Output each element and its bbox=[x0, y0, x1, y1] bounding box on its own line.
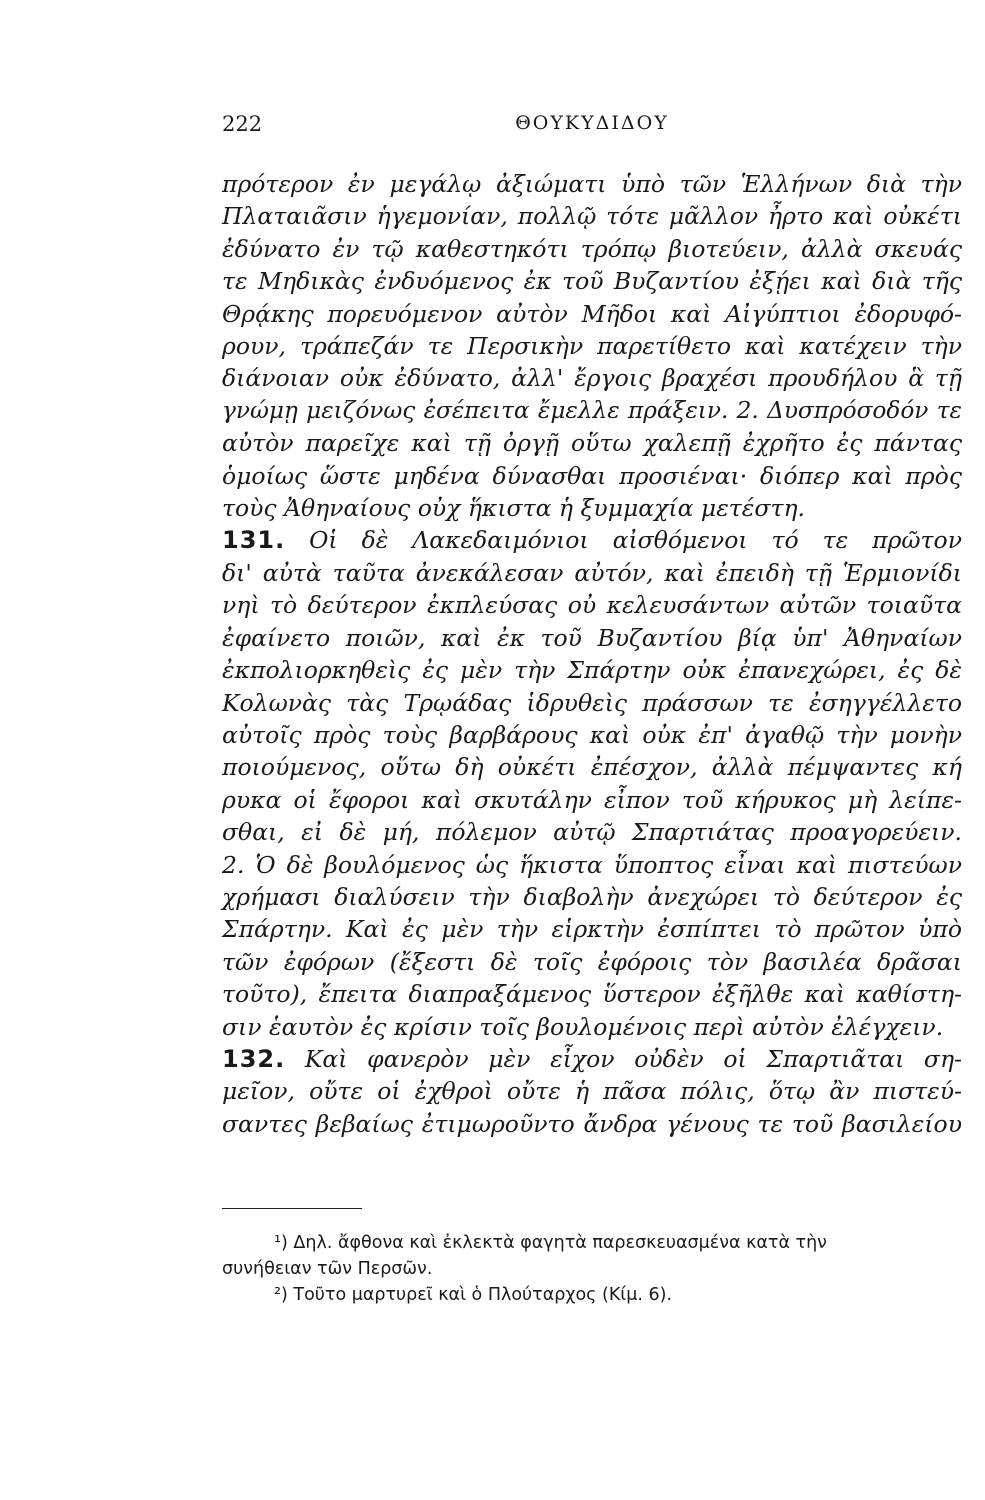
line-text: ρυκα οἱ ἔφοροι καὶ σκυτάλην εἶπον τοῦ κήρυκος μὴ λείπε- bbox=[222, 785, 962, 814]
line-text: σθαι, εἰ δὲ μή, πόλεμον αὐτῷ Σπαρτιάτας προαγορεύειν. bbox=[222, 818, 962, 847]
line-text: Κολωνὰς τὰς Τρῳάδας ἱδρυθεὶς πράσσων τε ἐσηγγέλλετο bbox=[222, 688, 962, 717]
text-line bbox=[222, 816, 962, 848]
chapter-number: 132. bbox=[222, 1044, 286, 1073]
line-text: αὐτοῖς πρὸς τοὺς βαρβάρους καὶ οὐκ ἐπ' ἀγαθῷ τὴν μονὴν bbox=[222, 720, 962, 749]
text-line bbox=[222, 589, 962, 621]
text-line bbox=[222, 298, 962, 330]
chapter-start-line bbox=[222, 524, 962, 556]
page-header bbox=[222, 112, 962, 146]
text-line bbox=[222, 1075, 962, 1107]
line-text: τοὺς Ἀθηναίους οὐχ ἥκιστα ἡ ξυμμαχία μετέστη. bbox=[222, 494, 806, 523]
chapter-number: 131. bbox=[222, 526, 286, 555]
line-text: μεῖον, οὔτε οἱ ἐχθροὶ οὔτε ἡ πᾶσα πόλις, ὅτῳ ἂν πιστεύ- bbox=[222, 1077, 962, 1106]
text-line bbox=[222, 168, 962, 200]
line-text: Σπάρτην. Καὶ ἐς μὲν τὴν εἱρκτὴν ἐσπίπτει τὸ πρῶτον ὑπὸ bbox=[222, 915, 962, 944]
body-text bbox=[222, 168, 962, 1140]
line-text: γνώμῃ μειζόνως ἐσέπειτα ἔμελλε πράξειν. 2. Δυσπρόσοδόν τε bbox=[222, 396, 962, 424]
line-text: ποιούμενος, οὕτω δὴ οὐκέτι ἐπέσχον, ἀλλὰ πέμψαντες κή bbox=[222, 753, 962, 782]
text-line bbox=[222, 362, 962, 394]
text-line bbox=[222, 330, 962, 362]
text-line bbox=[222, 557, 962, 589]
footnote-line: συνήθειαν τῶν Περσῶν. bbox=[222, 1259, 433, 1279]
line-text: τε Μηδικὰς ἐνδυόμενος ἐκ τοῦ Βυζαντίου ἐξῄει καὶ διὰ τῆς bbox=[222, 267, 962, 296]
text-line bbox=[222, 233, 962, 265]
text-line bbox=[222, 687, 962, 719]
line-text: χρήμασι διαλύσειν τὴν διαβολὴν ἀνεχώρει τὸ δεύτερον ἐς bbox=[222, 882, 962, 911]
running-title: ΘΟΥΚΥΔΙΔΟΥ bbox=[515, 112, 669, 134]
text-line bbox=[222, 946, 962, 978]
text-line bbox=[222, 1108, 962, 1140]
footnotes bbox=[222, 1230, 962, 1308]
text-line bbox=[222, 784, 962, 816]
text-line bbox=[222, 427, 962, 459]
line-text: σαντες βεβαίως ἐτιμωροῦντο ἄνδρα γένους τε τοῦ βασιλείου bbox=[222, 1109, 962, 1138]
page-number: 222 bbox=[222, 112, 263, 136]
line-text: τοῦτο), ἔπειτα διαπραξάμενος ὕστερον ἐξῆλθε καὶ καθίστη- bbox=[222, 980, 962, 1009]
line-text: αὐτὸν παρεῖχε καὶ τῇ ὀργῇ οὕτω χαλεπῇ ἐχρῆτο ἐς πάντας bbox=[222, 429, 962, 458]
line-text: διάνοιαν οὐκ ἐδύνατο, ἀλλ' ἔργοις βραχέσι προυδήλου ἃ τῇ bbox=[222, 364, 962, 393]
text-line bbox=[222, 200, 962, 232]
line-text: νηὶ τὸ δεύτερον ἐκπλεύσας οὐ κελευσάντων αὐτῶν τοιαῦτα bbox=[222, 591, 962, 620]
line-text: Πλαταιᾶσιν ἡγεμονίαν, πολλῷ τότε μᾶλλον ἦρτο καὶ οὐκέτι bbox=[222, 202, 962, 231]
text-line bbox=[222, 751, 962, 783]
text-line bbox=[222, 395, 962, 427]
line-text: ὁμοίως ὥστε μηδένα δύνασθαι προσιέναι· διόπερ καὶ πρὸς bbox=[222, 461, 962, 490]
text-line bbox=[222, 492, 962, 524]
line-text: ἐφαίνετο ποιῶν, καὶ ἐκ τοῦ Βυζαντίου βίᾳ ὑπ' Ἀθηναίων bbox=[222, 623, 962, 652]
line-text: Καὶ φανερὸν μὲν εἶχον οὐδὲν οἱ Σπαρτιᾶται ση- bbox=[285, 1044, 962, 1073]
line-text: δι' αὐτὰ ταῦτα ἀνεκάλεσαν αὐτόν, καὶ ἐπειδὴ τῇ Ἑρμιονίδι bbox=[222, 558, 962, 587]
line-text: σιν ἑαυτὸν ἐς κρίσιν τοῖς βουλομένοις περὶ αὐτὸν ἐλέγχειν. bbox=[222, 1012, 944, 1041]
footnote-line: ²) Τοῦτο μαρτυρεῖ καὶ ὁ Πλούταρχος (Κίμ. 6). bbox=[274, 1285, 673, 1305]
text-line bbox=[222, 1011, 962, 1043]
text-line bbox=[222, 654, 962, 686]
line-text: ἐδύνατο ἐν τῷ καθεστηκότι τρόπῳ βιοτεύειν, ἀλλὰ σκευάς bbox=[222, 234, 962, 263]
text-line bbox=[222, 622, 962, 654]
text-line bbox=[222, 978, 962, 1010]
text-line bbox=[222, 460, 962, 492]
line-text: Θρᾴκης πορευόμενον αὐτὸν Μῆδοι καὶ Αἰγύπτιοι ἐδορυφό- bbox=[222, 299, 962, 328]
line-text: πρότερον ἐν μεγάλῳ ἀξιώματι ὑπὸ τῶν Ἑλλήνων διὰ τὴν bbox=[222, 170, 962, 198]
text-line bbox=[222, 265, 962, 297]
footnote-divider bbox=[222, 1208, 362, 1209]
line-text: τῶν ἐφόρων (ἔξεστι δὲ τοῖς ἐφόροις τὸν βασιλέα δρᾶσαι bbox=[222, 947, 962, 976]
line-text: ἐκπολιορκηθεὶς ἐς μὲν τὴν Σπάρτην οὐκ ἐπανεχώρει, ἐς δὲ bbox=[222, 656, 962, 685]
line-text: ρουν, τράπεζάν τε Περσικὴν παρετίθετο καὶ κατέχειν τὴν bbox=[222, 332, 962, 361]
text-line bbox=[222, 849, 962, 881]
text-line bbox=[222, 881, 962, 913]
text-line bbox=[222, 913, 962, 945]
footnote-line: ¹) Δηλ. ἄφθονα καὶ ἐκλεκτὰ φαγητὰ παρεσκευασμένα κατὰ τὴν bbox=[274, 1233, 827, 1253]
line-text: 2. Ὁ δὲ βουλόμενος ὡς ἥκιστα ὕποπτος εἶναι καὶ πιστεύων bbox=[222, 850, 962, 879]
chapter-start-line bbox=[222, 1043, 962, 1075]
line-text: Οἱ δὲ Λακεδαιμόνιοι αἰσθόμενοι τό τε πρῶτον bbox=[285, 526, 962, 555]
text-line bbox=[222, 719, 962, 751]
